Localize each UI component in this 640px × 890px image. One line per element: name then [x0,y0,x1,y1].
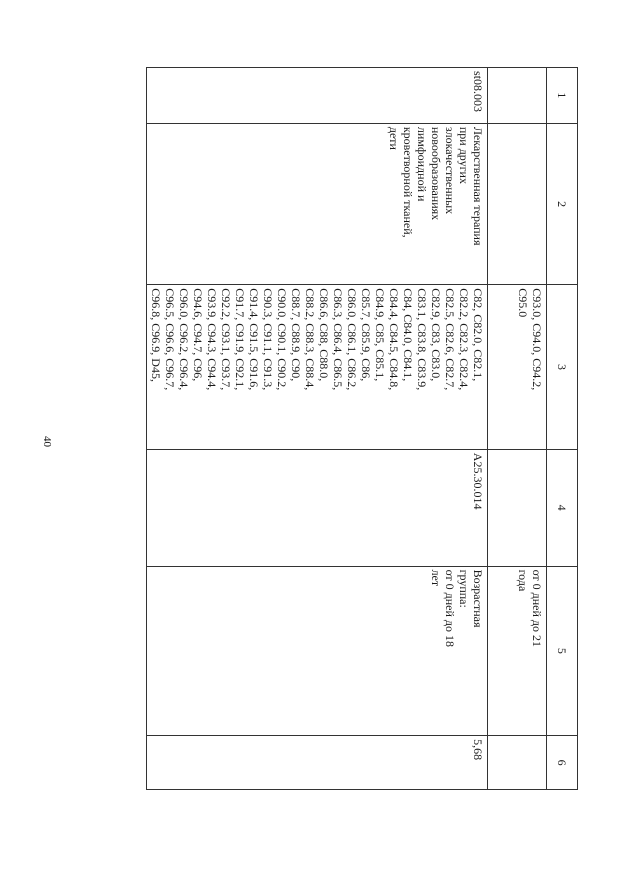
name-line: кроветворной тканей, [401,126,415,238]
cell-name [147,123,488,284]
cell-code: st08.003 [147,68,488,124]
mkb-line: C96.5, C96.6, C96.7, [163,288,177,391]
header-col-4: 4 [547,449,578,566]
cell-mkb [147,285,488,450]
page-number: 40 [41,436,53,447]
mkb-line: C82, C82.0, C82.1, [471,288,485,382]
mkb-line: C86.0, C86.1, C86.2, [345,288,359,391]
cell-service [488,449,547,566]
cell-service: A25.30.014 [147,449,488,566]
cell-coefficient: 5,68 [147,736,488,790]
cell-other [488,566,547,736]
other-line: группа: [457,569,471,608]
header-col-1: 1 [547,68,578,124]
other-line: от 0 дней до 18 [443,569,457,648]
mkb-line: C83.1, C83.8, C83.9, [415,288,429,391]
mkb-line: C82.2, C82.3, C82.4, [457,288,471,391]
mkb-line: C90.3, C91.1, C91.3, [261,288,275,391]
table-row-st08-003 [147,68,488,790]
mkb-line: C84.9, C85, C85.1, [373,288,387,382]
name-line: злокачественных [443,126,457,215]
other-line: года [516,569,530,592]
cell-mkb [488,285,547,450]
name-line: новообразованиях [429,126,443,221]
mkb-line: C95.0 [516,288,530,318]
mkb-line: C88.7, C88.9, C90, [289,288,303,382]
mkb-line: C93.0, C94.0, C94.2, [530,288,544,391]
other-line: лет [429,569,443,587]
header-col-5: 5 [547,566,578,736]
header-row [547,68,578,790]
mkb-line: C84.4, C84.5, C84.8, [387,288,401,391]
other-line: Возрастная [471,569,485,628]
mkb-line: C90.0, C90.1, C90.2, [275,288,289,391]
rotated-table-wrapper [106,67,578,790]
mkb-line: C96.0, C96.2, C96.4, [177,288,191,391]
name-line: при других [457,126,471,184]
mkb-line: C86.3, C86.4, C86.5, [331,288,345,391]
mkb-line: C94.6, C94.7, C96, [191,288,205,382]
name-line: дети [387,126,401,150]
other-line: от 0 дней до 21 [530,569,544,648]
header-col-6: 6 [547,736,578,790]
header-col-3: 3 [547,285,578,450]
tariff-table [146,67,578,790]
header-col-2: 2 [547,123,578,284]
mkb-line: C82.5, C82.6, C82.7, [443,288,457,391]
mkb-line: C91.4, C91.5, C91.6, [247,288,261,391]
name-line: лимфоидной и [415,126,429,202]
mkb-line: C92.2, C93.1, C93.7, [219,288,233,391]
table-row-continuation [488,68,547,790]
mkb-line: C91.7, C91.9, C92.1, [233,288,247,391]
mkb-line: C88.2, C88.3, C88.4, [303,288,317,391]
name-line: Лекарственная терапия [471,126,485,246]
mkb-line: C84, C84.0, C84.1, [401,288,415,382]
cell-other [147,566,488,736]
mkb-line: C82.9, C83, C83.0, [429,288,443,382]
mkb-line: C85.7, C85.9, C86, [359,288,373,382]
cell-coefficient [488,736,547,790]
mkb-line: C93.9, C94.3, C94.4, [205,288,219,391]
cell-name [488,123,547,284]
mkb-line: C86.6, C88, C88.0, [317,288,331,382]
cell-code [488,68,547,124]
mkb-line: C96.8, C96.9, D45, [149,288,163,382]
